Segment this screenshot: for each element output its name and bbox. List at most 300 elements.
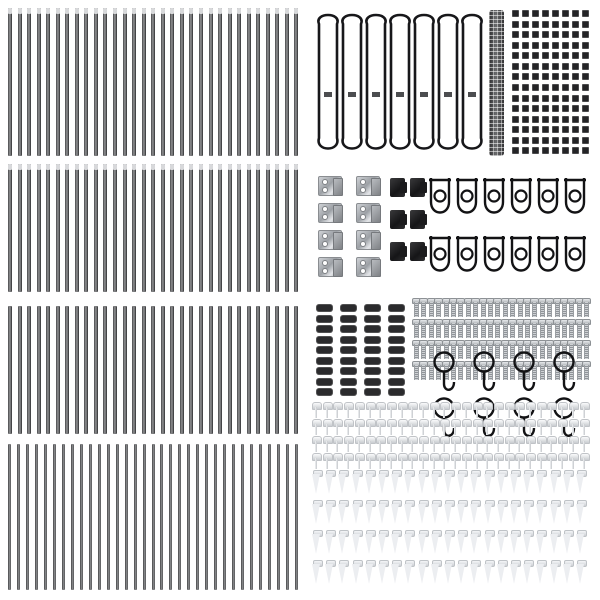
stake-tip bbox=[404, 504, 412, 524]
stake-tip bbox=[536, 534, 544, 554]
rod bbox=[160, 444, 163, 590]
rounded-clip bbox=[364, 336, 381, 344]
screw bbox=[412, 340, 419, 360]
clear-pin bbox=[398, 419, 407, 435]
bracket-hole bbox=[360, 241, 366, 247]
pin-stem bbox=[497, 424, 499, 435]
screw-shank bbox=[421, 323, 426, 338]
rod bbox=[84, 306, 88, 434]
clear-pin bbox=[451, 402, 460, 418]
metal-bracket bbox=[318, 176, 342, 196]
pin-stem bbox=[497, 441, 499, 452]
rod bbox=[161, 306, 165, 434]
screw bbox=[493, 298, 500, 318]
square-clip bbox=[582, 52, 589, 59]
pin-head bbox=[483, 453, 493, 461]
stake-tip bbox=[391, 474, 399, 494]
rod bbox=[277, 444, 280, 590]
square-clip bbox=[542, 147, 549, 154]
rod-block-third bbox=[8, 306, 304, 434]
square-clip bbox=[562, 31, 569, 38]
rod bbox=[103, 306, 107, 434]
clear-pin bbox=[398, 436, 407, 452]
bracket-hole bbox=[360, 187, 366, 193]
clear-stake bbox=[325, 474, 336, 502]
rod bbox=[125, 444, 128, 590]
pin-stem bbox=[369, 458, 371, 469]
square-clip bbox=[552, 10, 559, 17]
clear-pin bbox=[344, 419, 353, 435]
clear-pin bbox=[462, 419, 471, 435]
square-clip bbox=[542, 95, 549, 102]
rounded-clip bbox=[316, 357, 333, 365]
rod bbox=[180, 8, 184, 156]
stake-tip bbox=[431, 504, 439, 524]
rod-cap bbox=[142, 8, 146, 14]
stake-tip bbox=[457, 474, 465, 494]
clear-stake bbox=[523, 504, 534, 532]
clear-pin bbox=[462, 402, 471, 418]
bracket-hole bbox=[322, 241, 328, 247]
rod-cap bbox=[199, 8, 203, 14]
pin-head bbox=[569, 453, 579, 461]
rounded-clip bbox=[316, 325, 333, 333]
square-clip bbox=[532, 137, 539, 144]
rounded-clip bbox=[388, 378, 405, 386]
rod-cap bbox=[237, 8, 241, 14]
rod bbox=[268, 444, 271, 590]
square-clip bbox=[512, 42, 519, 49]
pin-head bbox=[312, 453, 322, 461]
square-clip bbox=[542, 10, 549, 17]
rounded-clip bbox=[340, 336, 357, 344]
pin-stem bbox=[486, 441, 488, 452]
clear-stake bbox=[391, 534, 402, 562]
screw-shank bbox=[481, 302, 486, 317]
clear-stake bbox=[457, 474, 468, 502]
square-clip bbox=[582, 126, 589, 133]
pin-stem bbox=[326, 441, 328, 452]
clear-pin bbox=[569, 402, 578, 418]
rounded-clip bbox=[340, 315, 357, 323]
screw-shank bbox=[414, 344, 419, 359]
bungee-cord bbox=[316, 6, 488, 160]
square-clip bbox=[532, 42, 539, 49]
square-clip bbox=[522, 126, 529, 133]
rod bbox=[178, 444, 181, 590]
stake-tip bbox=[352, 474, 360, 494]
screw bbox=[427, 298, 434, 318]
rod bbox=[123, 306, 127, 434]
screw bbox=[486, 298, 493, 318]
pin-head bbox=[483, 402, 493, 410]
rod-cap bbox=[209, 164, 213, 170]
screw bbox=[456, 319, 463, 339]
rod bbox=[256, 306, 260, 434]
rod bbox=[285, 164, 289, 292]
stake-tip bbox=[510, 534, 518, 554]
clear-pin bbox=[355, 436, 364, 452]
pin-head bbox=[430, 453, 440, 461]
pin-stem bbox=[550, 441, 552, 452]
rod-cap bbox=[103, 164, 107, 170]
rod bbox=[80, 444, 83, 590]
rod-cap bbox=[228, 8, 232, 14]
pin-head bbox=[387, 402, 397, 410]
pin-head bbox=[323, 436, 333, 444]
pin-stem bbox=[561, 441, 563, 452]
rod-cap bbox=[65, 164, 69, 170]
rod-cap bbox=[84, 8, 88, 14]
bracket-tab bbox=[371, 259, 381, 277]
pin-stem bbox=[336, 424, 338, 435]
bracket-hole bbox=[322, 268, 328, 274]
pin-head bbox=[580, 402, 590, 410]
rounded-clip bbox=[388, 336, 405, 344]
stake-tip bbox=[338, 534, 346, 554]
pin-stem bbox=[508, 458, 510, 469]
square-clip bbox=[522, 95, 529, 102]
clear-pin bbox=[473, 402, 482, 418]
rod-cap bbox=[294, 8, 298, 14]
screw-shank bbox=[458, 323, 463, 338]
rounded-clip bbox=[316, 378, 333, 386]
clip-nub bbox=[400, 246, 407, 257]
stake-tip bbox=[550, 534, 558, 554]
pin-head bbox=[537, 453, 547, 461]
rod bbox=[259, 444, 262, 590]
rounded-clip bbox=[340, 388, 357, 396]
pin-stem bbox=[518, 424, 520, 435]
clear-pin bbox=[312, 436, 321, 452]
rod bbox=[8, 306, 12, 434]
clear-pin bbox=[569, 453, 578, 469]
pin-head bbox=[344, 402, 354, 410]
rod-cap bbox=[75, 8, 79, 14]
rounded-clip bbox=[340, 346, 357, 354]
pin-stem bbox=[572, 424, 574, 435]
clear-pin bbox=[483, 453, 492, 469]
pin-stem bbox=[454, 407, 456, 418]
pin-head bbox=[408, 402, 418, 410]
rod bbox=[275, 306, 279, 434]
rod-cap bbox=[37, 8, 41, 14]
clear-stake bbox=[457, 564, 468, 592]
screw-shank bbox=[414, 365, 419, 380]
square-clip bbox=[522, 42, 529, 49]
square-clip bbox=[572, 63, 579, 70]
bracket-hole bbox=[322, 179, 328, 185]
stake-tip bbox=[365, 534, 373, 554]
clear-pin bbox=[515, 453, 524, 469]
rod bbox=[18, 164, 22, 292]
rod-cap bbox=[237, 164, 241, 170]
pin-stem bbox=[561, 458, 563, 469]
pin-head bbox=[323, 453, 333, 461]
pin-head bbox=[515, 419, 525, 427]
stake-tip bbox=[444, 564, 452, 584]
rod bbox=[94, 8, 98, 156]
pin-stem bbox=[476, 458, 478, 469]
clear-pin bbox=[366, 419, 375, 435]
clear-stake bbox=[484, 534, 495, 562]
clear-stake bbox=[404, 474, 415, 502]
clear-stake bbox=[365, 474, 376, 502]
rod bbox=[205, 444, 208, 590]
square-clip bbox=[522, 73, 529, 80]
pin-head bbox=[333, 419, 343, 427]
metal-bracket bbox=[356, 203, 380, 223]
clear-pin bbox=[569, 419, 578, 435]
clear-pin bbox=[333, 436, 342, 452]
stake-tip bbox=[365, 564, 373, 584]
pin-stem bbox=[433, 458, 435, 469]
screw-shank bbox=[518, 302, 523, 317]
pin-head bbox=[569, 402, 579, 410]
pin-stem bbox=[411, 407, 413, 418]
rod bbox=[170, 306, 174, 434]
clear-stake bbox=[444, 504, 455, 532]
bracket-tab bbox=[333, 232, 343, 250]
clear-stake bbox=[536, 564, 547, 592]
stake-tip bbox=[338, 504, 346, 524]
rod-cap bbox=[256, 8, 260, 14]
clear-stake bbox=[444, 564, 455, 592]
screw-shank bbox=[577, 323, 582, 338]
black-clip bbox=[410, 242, 425, 261]
clear-stake bbox=[550, 534, 561, 562]
rounded-clip bbox=[340, 304, 357, 312]
rod bbox=[46, 8, 50, 156]
pin-stem bbox=[550, 424, 552, 435]
pin-stem bbox=[433, 407, 435, 418]
stake-tip bbox=[312, 564, 320, 584]
square-clip bbox=[572, 10, 579, 17]
rod bbox=[247, 8, 251, 156]
rod-cap bbox=[294, 164, 298, 170]
pin-stem bbox=[550, 407, 552, 418]
rod bbox=[295, 444, 298, 590]
pin-head bbox=[355, 402, 365, 410]
clear-stake bbox=[325, 534, 336, 562]
square-clip bbox=[582, 73, 589, 80]
pin-stem bbox=[476, 407, 478, 418]
clear-pin bbox=[505, 453, 514, 469]
pin-head bbox=[440, 453, 450, 461]
clear-pin bbox=[366, 402, 375, 418]
square-clip bbox=[582, 105, 589, 112]
rod bbox=[196, 444, 199, 590]
pin-stem bbox=[561, 424, 563, 435]
screw bbox=[449, 319, 456, 339]
stake-tip bbox=[378, 534, 386, 554]
clear-stake bbox=[510, 474, 521, 502]
square-clip bbox=[542, 137, 549, 144]
square-clip bbox=[562, 10, 569, 17]
clear-stake bbox=[536, 474, 547, 502]
rod bbox=[209, 164, 213, 292]
screw-shank bbox=[444, 323, 449, 338]
pin-stem bbox=[336, 458, 338, 469]
square-clip bbox=[572, 73, 579, 80]
square-clip bbox=[512, 31, 519, 38]
square-clip bbox=[572, 52, 579, 59]
square-clip bbox=[532, 73, 539, 80]
clear-stake bbox=[312, 564, 323, 592]
pin-head bbox=[366, 453, 376, 461]
screw-shank bbox=[503, 323, 508, 338]
rod bbox=[228, 164, 232, 292]
clear-stake bbox=[418, 534, 429, 562]
clip-nub bbox=[400, 182, 407, 193]
square-clip bbox=[512, 21, 519, 28]
rod bbox=[71, 444, 74, 590]
rod bbox=[142, 306, 146, 434]
bracket-hole bbox=[322, 233, 328, 239]
clear-pin bbox=[344, 436, 353, 452]
screw bbox=[427, 319, 434, 339]
screw bbox=[442, 319, 449, 339]
pin-head bbox=[312, 436, 322, 444]
stake-tip bbox=[457, 564, 465, 584]
stake-tip bbox=[378, 504, 386, 524]
rod-cap bbox=[180, 164, 184, 170]
rod bbox=[228, 8, 232, 156]
clear-pin bbox=[526, 436, 535, 452]
pin-stem bbox=[572, 441, 574, 452]
square-clip bbox=[572, 116, 579, 123]
screw bbox=[442, 298, 449, 318]
screw bbox=[582, 319, 589, 339]
rounded-clip bbox=[364, 346, 381, 354]
rod-cap bbox=[113, 164, 117, 170]
pin-head bbox=[569, 419, 579, 427]
clear-pin bbox=[408, 436, 417, 452]
pin-stem bbox=[326, 458, 328, 469]
stake-tip bbox=[418, 534, 426, 554]
pin-head bbox=[526, 419, 536, 427]
rod-cap bbox=[84, 164, 88, 170]
rod-cap bbox=[275, 8, 279, 14]
pin-stem bbox=[518, 407, 520, 418]
screw bbox=[582, 298, 589, 318]
rod-cap bbox=[180, 8, 184, 14]
pin-head bbox=[505, 453, 515, 461]
screw-shank bbox=[547, 323, 552, 338]
square-clip bbox=[582, 42, 589, 49]
stake-tip bbox=[576, 534, 584, 554]
square-clip bbox=[582, 10, 589, 17]
clear-pin bbox=[580, 402, 589, 418]
stake-tip bbox=[536, 504, 544, 524]
rod bbox=[266, 306, 270, 434]
rod bbox=[275, 164, 279, 292]
square-clip bbox=[562, 137, 569, 144]
stake-tip bbox=[563, 564, 571, 584]
pin-stem bbox=[358, 424, 360, 435]
pin-head bbox=[451, 436, 461, 444]
rounded-clip bbox=[316, 367, 333, 375]
clear-pin bbox=[526, 402, 535, 418]
rod-cap bbox=[27, 164, 31, 170]
pin-head bbox=[526, 436, 536, 444]
rod bbox=[180, 306, 184, 434]
stake-tip bbox=[312, 474, 320, 494]
rod bbox=[199, 306, 203, 434]
screw bbox=[464, 298, 471, 318]
clear-pin bbox=[323, 419, 332, 435]
square-clip bbox=[582, 21, 589, 28]
rod bbox=[161, 164, 165, 292]
pin-stem bbox=[572, 407, 574, 418]
screw-shank bbox=[547, 302, 552, 317]
pin-stem bbox=[422, 441, 424, 452]
clear-pin bbox=[344, 402, 353, 418]
square-clip bbox=[572, 126, 579, 133]
rod-cap bbox=[8, 8, 12, 14]
rod bbox=[161, 8, 165, 156]
stake-tip bbox=[325, 534, 333, 554]
pin-head bbox=[419, 419, 429, 427]
metal-bracket bbox=[356, 230, 380, 250]
rod bbox=[65, 306, 69, 434]
screw bbox=[412, 361, 419, 381]
bracket-hole bbox=[322, 187, 328, 193]
black-clip-group bbox=[390, 178, 426, 278]
rod bbox=[237, 306, 241, 434]
clear-stake bbox=[576, 474, 587, 502]
rounded-clip bbox=[316, 336, 333, 344]
stake-tip bbox=[431, 534, 439, 554]
clear-stake bbox=[510, 534, 521, 562]
clear-pin bbox=[515, 402, 524, 418]
pin-stem bbox=[315, 458, 317, 469]
bracket-tab bbox=[371, 205, 381, 223]
square-clip bbox=[522, 116, 529, 123]
clear-pin bbox=[323, 453, 332, 469]
rounded-clip bbox=[316, 388, 333, 396]
rounded-clip bbox=[340, 378, 357, 386]
clear-stake bbox=[563, 534, 574, 562]
clear-stake bbox=[365, 504, 376, 532]
pin-stem bbox=[369, 441, 371, 452]
pin-head bbox=[494, 453, 504, 461]
clear-pin bbox=[451, 436, 460, 452]
rod bbox=[98, 444, 101, 590]
square-clip bbox=[532, 63, 539, 70]
metal-bracket bbox=[356, 257, 380, 277]
pin-head bbox=[473, 402, 483, 410]
square-clip bbox=[582, 63, 589, 70]
bracket-hole bbox=[360, 233, 366, 239]
screw bbox=[479, 298, 486, 318]
black-clip bbox=[390, 178, 405, 197]
clear-stake bbox=[484, 564, 495, 592]
pin-head bbox=[398, 419, 408, 427]
stake-tip bbox=[378, 474, 386, 494]
stake-tip bbox=[497, 564, 505, 584]
pin-stem bbox=[369, 407, 371, 418]
stake-tip bbox=[550, 564, 558, 584]
rod-cap bbox=[256, 164, 260, 170]
rod bbox=[26, 444, 29, 590]
pin-head bbox=[558, 419, 568, 427]
clear-stake bbox=[550, 564, 561, 592]
stake-tip bbox=[484, 474, 492, 494]
rod bbox=[142, 8, 146, 156]
rod-cap bbox=[123, 164, 127, 170]
rod bbox=[116, 444, 119, 590]
